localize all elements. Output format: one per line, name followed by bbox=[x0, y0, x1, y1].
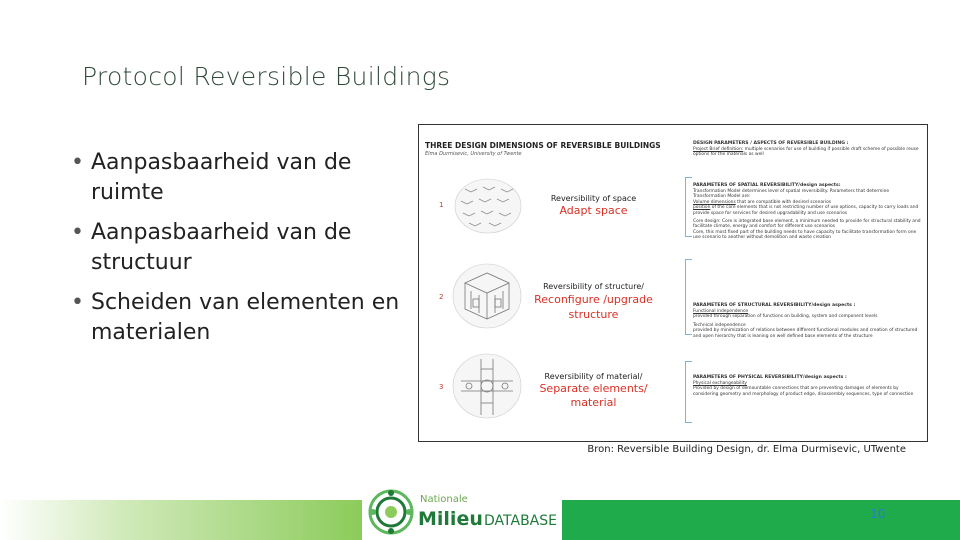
row-label bbox=[531, 371, 656, 410]
bullet-list bbox=[70, 148, 415, 358]
row-label-big: Reconfigure /upgrade structure bbox=[534, 293, 653, 321]
row-number: 3 bbox=[439, 383, 444, 391]
bullet-item: • Aanpasbaarheid van de ruimte bbox=[70, 148, 415, 208]
slide-title: Protocol Reversible Buildings bbox=[82, 62, 451, 91]
logo-text-nationale: Nationale bbox=[420, 494, 468, 505]
bullet-item: • Aanpasbaarheid van de structuur bbox=[70, 218, 415, 278]
row-label bbox=[531, 193, 656, 218]
bracket-divider bbox=[685, 177, 692, 237]
nationale-milieudatabase-logo bbox=[362, 486, 562, 540]
row-label-big: Adapt space bbox=[559, 204, 628, 217]
floor-plan-sketch bbox=[453, 177, 523, 235]
structure-sketch bbox=[451, 261, 523, 331]
footer-gradient-bar bbox=[0, 500, 362, 540]
logo-globe-icon bbox=[368, 489, 414, 535]
figure-subtitle: Elma Durmisevic, University of Twente bbox=[425, 151, 522, 157]
structural-reversibility-text: PARAMETERS OF STRUCTURAL REVERSIBILITY/design aspects : Functional independence provided through separation of functions on building, system and component levels Technical independence provided by minimization of relations between different functional modules and creation of structured and open hierarchy that is leaning on well defined base elements of the structure bbox=[693, 303, 918, 339]
bracket-divider bbox=[685, 259, 692, 335]
bracket-divider bbox=[685, 361, 692, 423]
logo-text-database: DATABASE bbox=[484, 513, 557, 529]
footer-green-bar bbox=[562, 500, 960, 540]
spatial-reversibility-text: PARAMETERS OF SPATIAL REVERSIBILITY/design aspects: Transformation Model determines level of spatial reversibility. Parameters that determine Transformation Model are: Volume dimensions that are compatible with desired scenarios position of the core elements that is not restricting number of use options, capacity to carry loads and provide space for services for desired upgradability and use scenarios Core design: Core is integrated base element, a minimum needed to provide for structural stability and facilitate climate, energy and comfort for different use scenarios Core, this most fixed part of the building needs to have capacity to facilitate transformation form one use scenario to another without demolition and waste creation bbox=[693, 183, 921, 241]
figure-title: THREE DESIGN DIMENSIONS OF REVERSIBLE BUILDINGS bbox=[425, 141, 661, 150]
source-caption: Bron: Reversible Building Design, dr. Elma Durmisevic, UTwente bbox=[587, 444, 906, 455]
connection-detail-sketch bbox=[451, 351, 523, 421]
row-label-small: Reversibility of space bbox=[550, 194, 637, 203]
page-number: 10 bbox=[870, 507, 886, 521]
row-label-big: Separate elements/ material bbox=[539, 382, 648, 409]
row-number: 2 bbox=[439, 293, 444, 301]
row-label-small: Reversibility of material/ bbox=[544, 372, 643, 381]
physical-reversibility-text: PARAMETERS OF PHYSICAL REVERSIBILITY/design aspects : Physical exchangeability Provided by design of demountable connections that are preventing damages of elements by considering geometry and morphology of product edge, disassembly sequences, type of connection bbox=[693, 375, 914, 397]
row-number: 1 bbox=[439, 201, 444, 209]
row-label-small: Reversibility of structure/ bbox=[543, 282, 644, 291]
logo-text-milieu: Milieu bbox=[418, 508, 483, 530]
reversible-buildings-figure bbox=[418, 124, 928, 442]
design-parameters-header: DESIGN PARAMETERS / ASPECTS OF REVERSIBLE BUILDING : Project Brief definition: multiple scenarios for use of building if possible draft scheme of possible reuse options for the materials as well bbox=[693, 141, 919, 158]
bullet-item: • Scheiden van elementen en materialen bbox=[70, 288, 415, 348]
row-label bbox=[531, 281, 656, 322]
